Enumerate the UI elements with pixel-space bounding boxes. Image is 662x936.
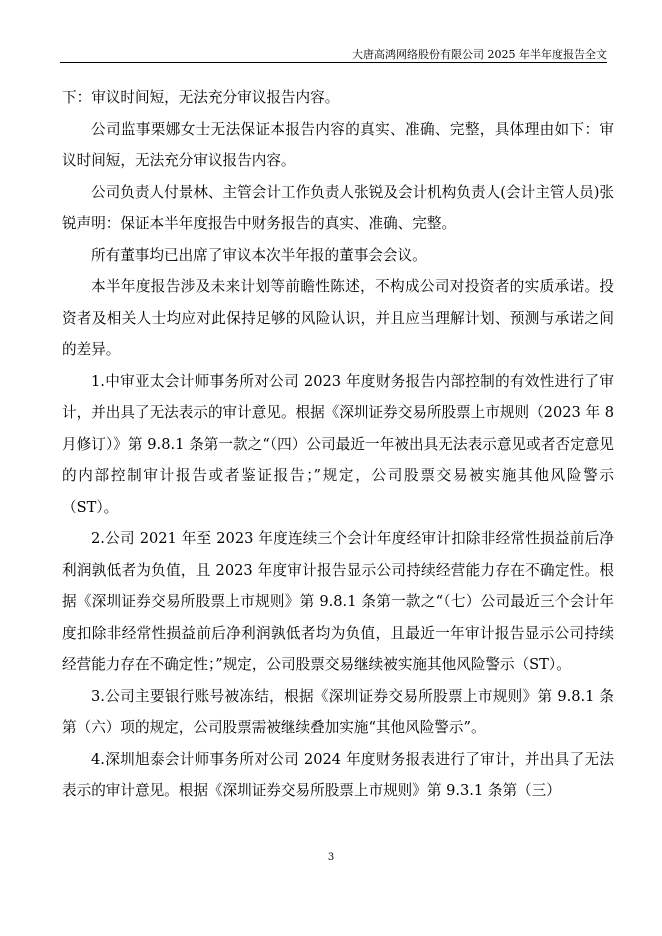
header-title: 大唐高鸿网络股份有限公司 2025 年半年度报告全文 [352,48,607,61]
page-header [60,38,607,63]
paragraph-risk-item-1: 1.中审亚太会计师事务所对公司 2023 年度财务报告内部控制的有效性进行了审计，并出具了无法表示的审计意见。根据《深圳证券交易所股票上市规则（2023 年 8 月修订）》第 9.8.1 条第一款之“（四）公司最近一年被出具无法表示意见或者否定意见的内部控制审计报告或者鉴证报告；”规定，公司股票交易被实施其他风险警示（ST）。 [62,372,614,516]
paragraph-board-attendance: 所有董事均已出席了审议本次半年报的董事会会议。 [91,246,427,264]
paragraph-risk-item-2: 2.公司 2021 年至 2023 年度连续三个会计年度经审计扣除非经常性损益前后净利润孰低者为负值，且 2023 年度审计报告显示公司持续经营能力存在不确定性。根据《深圳证券交易所股票上市规则》第 9.8.1 条第一款之“（七）公司最近三个会计年度扣除非经常性损益前后净利润孰低者均为负值，且最近一年审计报告显示公司持续经营能力存在不确定性；”规定，公司股票交易继续被实施其他风险警示（ST）。 [62,530,614,673]
paragraph-continuation: 下：审议时间短，无法充分审议报告内容。 [62,89,340,106]
paragraph-supervisor-statement: 公司监事栗娜女士无法保证本报告内容的真实、准确、完整，具体理由如下：审议时间短，无法充分审议报告内容。 [62,120,614,169]
paragraph-responsible-persons-statement: 公司负责人付景林、主管会计工作负责人张锐及会计机构负责人(会计主管人员)张锐声明：保证本半年度报告中财务报告的真实、准确、完整。 [62,183,614,232]
paragraph-risk-item-3: 3.公司主要银行账号被冻结，根据《深圳证券交易所股票上市规则》第 9.8.1 条第（六）项的规定，公司股票需被继续叠加实施“其他风险警示”。 [62,687,614,736]
page-number: 3 [327,852,335,863]
paragraph-risk-item-4: 4.深圳旭泰会计师事务所对公司 2024 年度财务报表进行了审计，并出具了无法表示的审计意见。根据《深圳证券交易所股票上市规则》第 9.3.1 条第（三） [62,750,614,799]
paragraph-forward-looking-disclaimer: 本半年度报告涉及未来计划等前瞻性陈述，不构成公司对投资者的实质承诺。投资者及相关人士均应对此保持足够的风险认识，并且应当理解计划、预测与承诺之间的差异。 [62,278,614,358]
document-body [62,82,614,807]
